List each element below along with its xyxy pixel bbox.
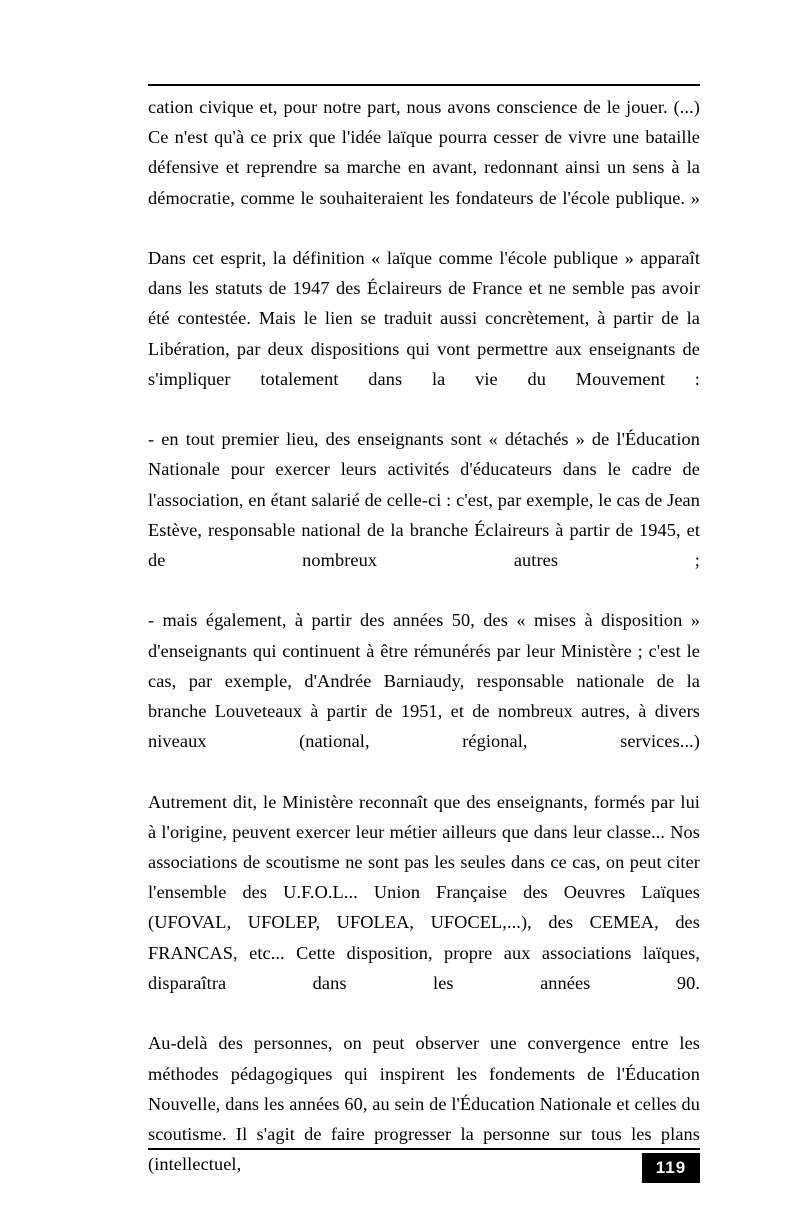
footer-rule — [148, 1148, 700, 1150]
paragraph: Dans cet esprit, la définition « laïque comme l'école publique » apparaît dans les statuts de 1947 des Éclaireurs de France et ne semble pas avoir été contestée. Mais le lien se traduit aussi concrètement, à partir de la Libération, par deux dispositions qui vont permettre aux enseignants de s'impliquer totalement dans la vie du Mouvement : — [148, 248, 700, 389]
paragraph: Au-delà des personnes, on peut observer une convergence entre les méthodes pédagogiques qui inspirent les fondements de l'Éducation Nouvelle, dans les années 60, au sein de l'Éducation Nationale et celles du scoutisme. Il s'agit de faire progresser la personne sur tous les plans (intellectuel, — [148, 1033, 700, 1175]
page-number-badge: 119 — [642, 1153, 700, 1183]
paragraph: cation civique et, pour notre part, nous avons conscience de le jouer. (...) Ce n'est qu'à ce prix que l'idée laïque pourra cesser de vivre une bataille défensive et reprendre sa marche en avant, redonnant ainsi un sens à la démocratie, comme le souhaiteraient les fondateurs de l'école publique. » — [148, 97, 700, 208]
header-rule — [148, 84, 700, 86]
paragraph: Autrement dit, le Ministère reconnaît que des enseignants, formés par lui à l'origine, peuvent exercer leur métier ailleurs que dans leur classe... Nos associations de scoutisme ne sont pas les seules dans ce cas, on peut citer l'ensemble des U.F.O.L... Union Française des Oeuvres Laïques (UFOVAL, UFOLEP, UFOLEA, UFOCEL,...), des CEMEA, des FRANCAS, etc... Cette disposition, propre aux associations laïques, disparaîtra dans les années 90. — [148, 791, 700, 993]
paragraph: - mais également, à partir des années 50, des « mises à disposition » d'enseignants qui continuent à être rémunérés par leur Ministère ; c'est le cas, par exemple, d'Andrée Barniaudy, responsable nationale de la branche Louveteaux à partir de 1951, et de nombreux autres, à divers niveaux (national, régional, services...) — [148, 610, 700, 752]
page-body-text — [148, 92, 700, 1179]
paragraph: - en tout premier lieu, des enseignants sont « détachés » de l'Éducation Nationale pour exercer leurs activités d'éducateurs dans le cadre de l'association, en étant salarié de celle-ci : c'est, par exemple, le cas de Jean Estève, responsable national de la branche Éclaireurs à partir de 1945, et de nombreux autres ; — [148, 429, 700, 571]
